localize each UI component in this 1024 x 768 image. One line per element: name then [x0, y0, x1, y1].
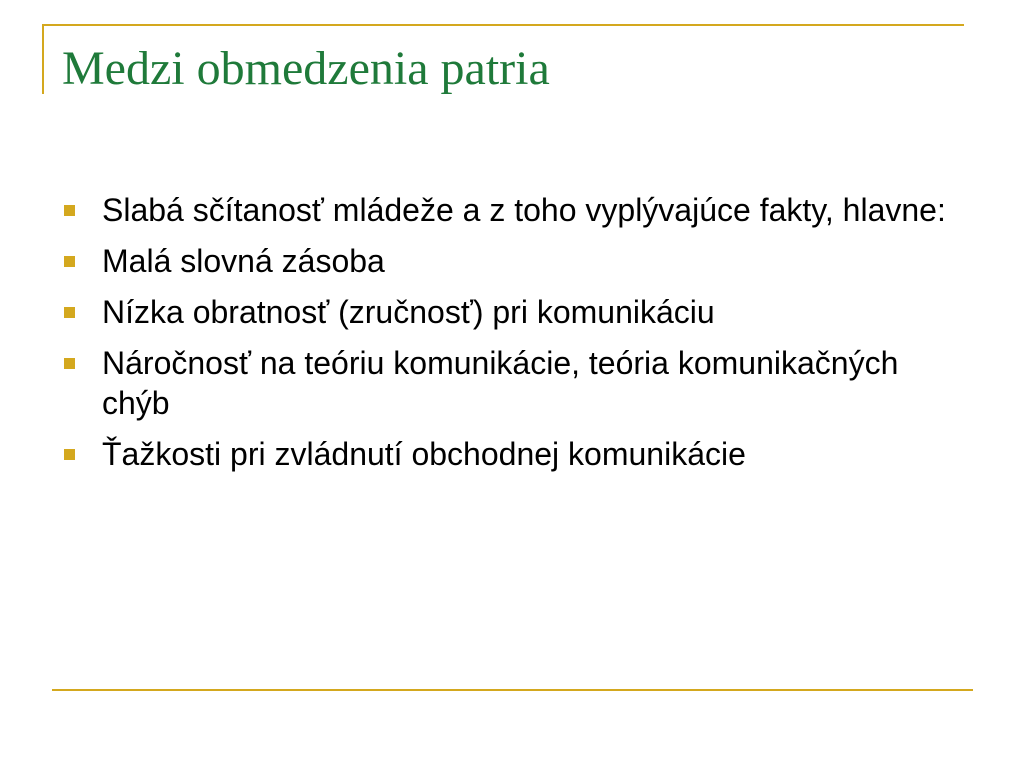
square-bullet-icon	[64, 449, 75, 460]
bullet-item	[64, 190, 974, 230]
slide-title: Medzi obmedzenia patria	[62, 42, 550, 95]
bullet-item	[64, 434, 974, 474]
bullet-text: Malá slovná zásoba	[102, 243, 385, 279]
square-bullet-icon	[64, 307, 75, 318]
left-accent-line	[42, 24, 44, 94]
square-bullet-icon	[64, 205, 75, 216]
top-accent-line	[42, 24, 964, 26]
bullet-item	[64, 241, 974, 281]
square-bullet-icon	[64, 358, 75, 369]
bullet-text: Ťažkosti pri zvládnutí obchodnej komunikácie	[102, 436, 746, 472]
bottom-accent-line	[52, 689, 973, 691]
bullet-item	[64, 343, 974, 423]
bullet-list	[64, 190, 974, 485]
bullet-text: Nízka obratnosť (zručnosť) pri komunikáciu	[102, 294, 715, 330]
square-bullet-icon	[64, 256, 75, 267]
bullet-text: Náročnosť na teóriu komunikácie, teória komunikačných chýb	[102, 345, 899, 421]
bullet-item	[64, 292, 974, 332]
bullet-text: Slabá sčítanosť mládeže a z toho vyplývajúce fakty, hlavne:	[102, 192, 946, 228]
